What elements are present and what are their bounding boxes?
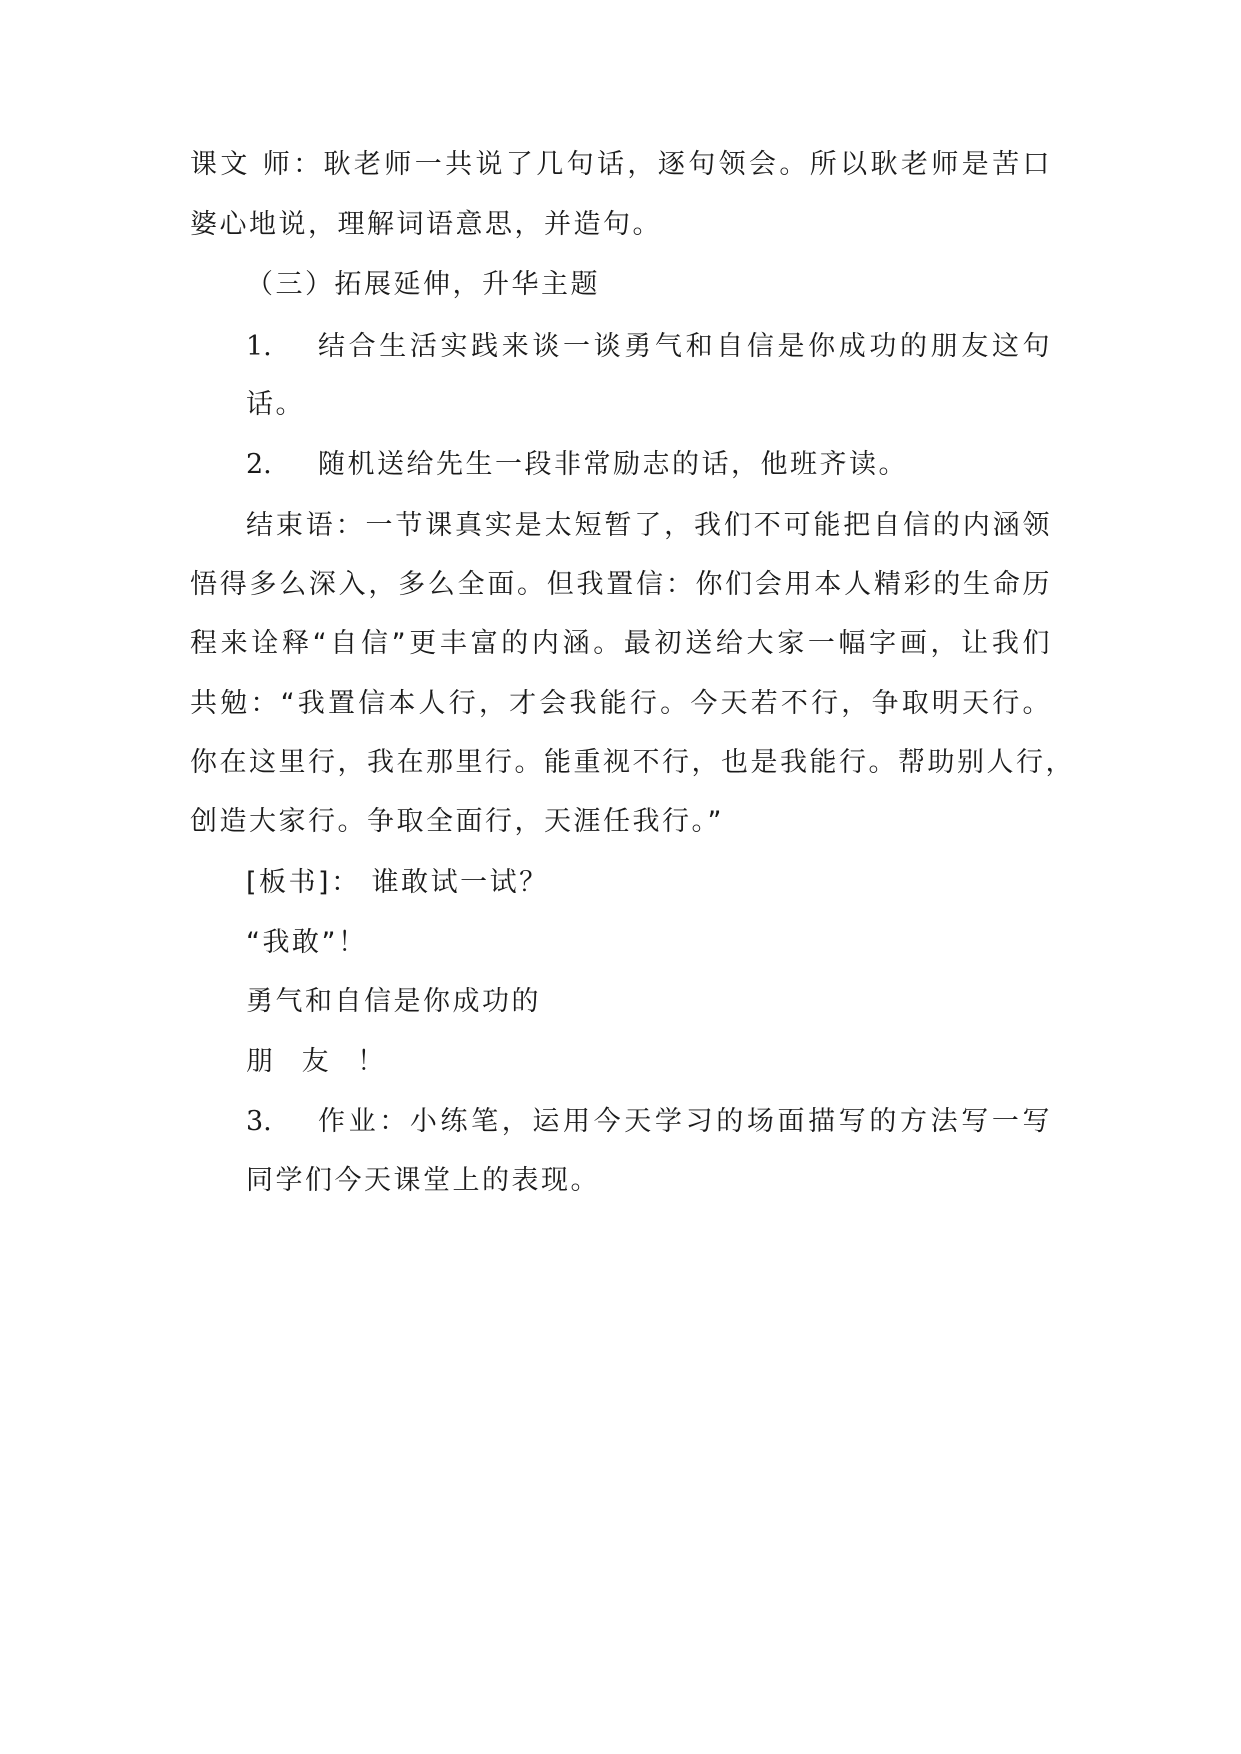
- list-item-text: 结合生活实践来谈一谈勇气和自信是你成功的朋友这句: [318, 331, 1052, 362]
- list-item-text: 话。: [246, 389, 305, 420]
- list-number: 1.: [246, 331, 272, 362]
- paragraph-line: 课文 师：耿老师一共说了几句话，逐句领会。所以耿老师是苦口: [190, 149, 1052, 180]
- list-item-text: 随机送给先生一段非常励志的话，他班齐读。: [318, 449, 908, 480]
- board-line: 朋 友 ！: [246, 1046, 395, 1077]
- list-number: 3.: [246, 1106, 272, 1137]
- paragraph-line: 婆心地说，理解词语意思，并造句。: [190, 209, 662, 240]
- board-line: “我敢”！: [246, 927, 368, 958]
- paragraph-line: 共勉：“我置信本人行，才会我能行。今天若不行，争取明天行。: [190, 688, 1052, 719]
- paragraph-line: 你在这里行，我在那里行。能重视不行，也是我能行。帮助别人行，: [190, 747, 1075, 778]
- list-number: 2.: [246, 449, 272, 480]
- list-item-text: 作业：小练笔，运用今天学习的场面描写的方法写一写: [318, 1106, 1052, 1137]
- paragraph-line: 悟得多么深入，多么全面。但我置信：你们会用本人精彩的生命历: [190, 569, 1052, 600]
- board-line: 勇气和自信是你成功的: [246, 986, 541, 1017]
- paragraph-line: 结束语：一节课真实是太短暂了，我们不可能把自信的内涵领: [246, 510, 1052, 541]
- board-label: [板书]： 谁敢试一试？: [246, 867, 549, 898]
- section-heading: （三）拓展延伸，升华主题: [246, 269, 600, 300]
- paragraph-line: 程来诠释“自信”更丰富的内涵。最初送给大家一幅字画，让我们: [190, 628, 1052, 659]
- list-item-text: 同学们今天课堂上的表现。: [246, 1165, 600, 1196]
- paragraph-line: 创造大家行。争取全面行，天涯任我行。”: [190, 806, 724, 837]
